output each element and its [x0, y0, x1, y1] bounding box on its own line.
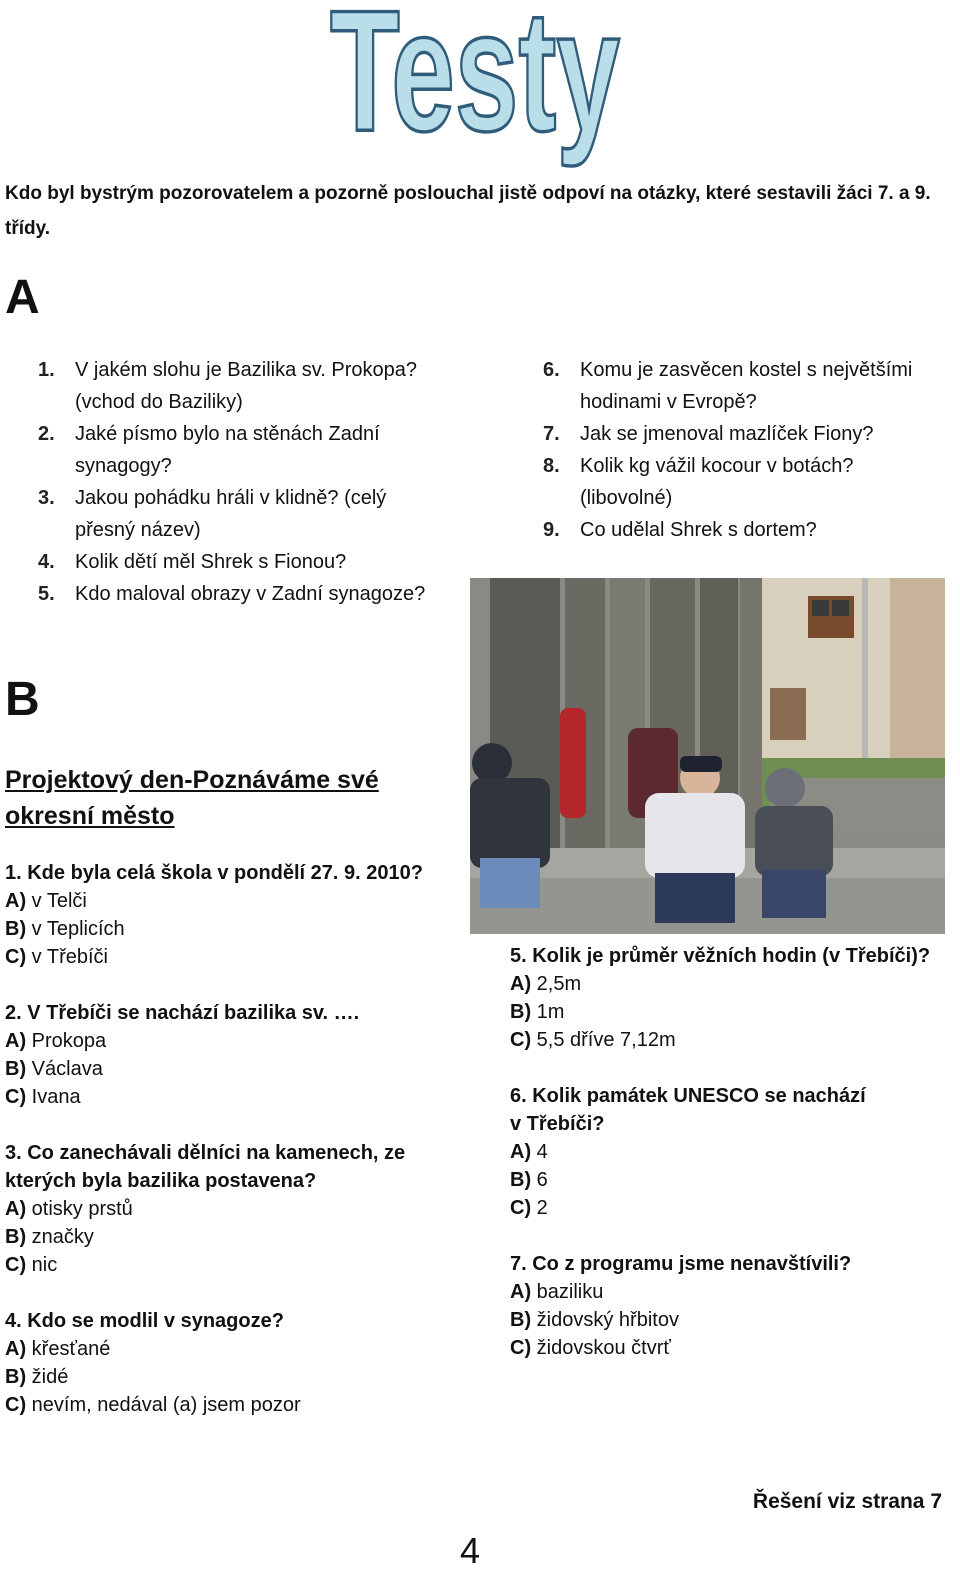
quiz-option: C) v Třebíči: [5, 946, 108, 968]
quiz-option: A) baziliku: [510, 1281, 604, 1303]
quiz-option: A) křesťané: [5, 1338, 111, 1360]
page-number: 4: [460, 1530, 481, 1571]
quiz-option: A) 4: [510, 1141, 548, 1163]
quiz-option: B) Václava: [5, 1058, 103, 1080]
section-a-left-list: [38, 354, 438, 610]
quiz-right-column: [510, 942, 950, 1390]
quiz-option: B) židé: [5, 1366, 69, 1388]
quiz-question-4: 4. Kdo se modlil v synagoze? A) křesťané B) židé C) nevím, nedával (a) jsem pozor: [5, 1307, 465, 1419]
quiz-option: A) Prokopa: [5, 1030, 107, 1052]
quiz-question-5: 5. Kolik je průměr věžních hodin (v Třebíči)? A) 2,5m B) 1m C) 5,5 dříve 7,12m: [510, 942, 950, 1054]
quiz-question-6: 6. Kolik památek UNESCO se nachází v Třebíči? A) 4 B) 6 C) 2: [510, 1082, 870, 1222]
quiz-option: A) otisky prstů: [5, 1198, 133, 1220]
quiz-option: C) nevím, nedával (a) jsem pozor: [5, 1394, 301, 1416]
section-a-letter: A: [5, 271, 40, 324]
quiz-option: C) židovskou čtvrť: [510, 1337, 671, 1359]
title-wordart: [310, 0, 640, 173]
quiz-option: B) židovský hřbitov: [510, 1309, 679, 1331]
quiz-option: C) Ivana: [5, 1086, 81, 1108]
intro-text: Kdo byl bystrým pozorovatelem a pozorně poslouchal jistě odpoví na otázky, které sestavili žáci 7. a 9. třídy.: [5, 183, 931, 239]
list-item: 3. Jakou pohádku hráli v klidně? (celý přesný název): [38, 487, 387, 541]
quiz-option: B) v Teplicích: [5, 918, 125, 940]
list-item: 5. Kdo maloval obrazy v Zadní synagoze?: [38, 583, 426, 605]
quiz-option: C) nic: [5, 1254, 58, 1276]
list-item: 8. Kolik kg vážil kocour v botách? (libovolné): [543, 455, 854, 509]
quiz-option: C) 2: [510, 1197, 548, 1219]
list-item: 7. Jak se jmenoval mazlíček Fiony?: [543, 423, 874, 445]
section-b-letter: B: [5, 673, 40, 726]
solutions-reference: Řešení viz strana 7: [752, 1490, 942, 1513]
quiz-option: B) 1m: [510, 1001, 565, 1023]
list-item: 9. Co udělal Shrek s dortem?: [543, 519, 817, 541]
project-day-title: Projektový den-Poznáváme své okresní město: [5, 766, 379, 830]
list-item: 2. Jaké písmo bylo na stěnách Zadní synagogy?: [38, 423, 380, 477]
quiz-question-3: 3. Co zanechávali dělníci na kamenech, ze kterých byla bazilika postavena? A) otisky prstů B) značky C) nic: [5, 1139, 465, 1279]
quiz-left-column: [5, 859, 465, 1447]
quiz-option: C) 5,5 dříve 7,12m: [510, 1029, 676, 1051]
quiz-question-7: 7. Co z programu jsme nenavštívili? A) baziliku B) židovský hřbitov C) židovskou čtvrť: [510, 1250, 950, 1362]
page-title: Testy: [330, 0, 621, 168]
list-item: 1. V jakém slohu je Bazilika sv. Prokopa? (vchod do Baziliky): [38, 359, 418, 413]
quiz-question-2: 2. V Třebíči se nachází bazilika sv. …. A) Prokopa B) Václava C) Ivana: [5, 999, 465, 1111]
quiz-option: B) 6: [510, 1169, 548, 1191]
quiz-option: A) 2,5m: [510, 973, 582, 995]
quiz-question-1: 1. Kde byla celá škola v pondělí 27. 9. 2010? A) v Telči B) v Teplicích C) v Třebíči: [5, 859, 465, 971]
section-a-right-list: [543, 354, 943, 546]
quiz-option: A) v Telči: [5, 890, 87, 912]
photo-illustration: [470, 578, 945, 934]
photo-students-at-basilica: [470, 578, 945, 934]
list-item: 4. Kolik dětí měl Shrek s Fionou?: [38, 551, 347, 573]
list-item: 6. Komu je zasvěcen kostel s největšími hodinami v Evropě?: [543, 359, 913, 413]
quiz-option: B) značky: [5, 1226, 94, 1248]
